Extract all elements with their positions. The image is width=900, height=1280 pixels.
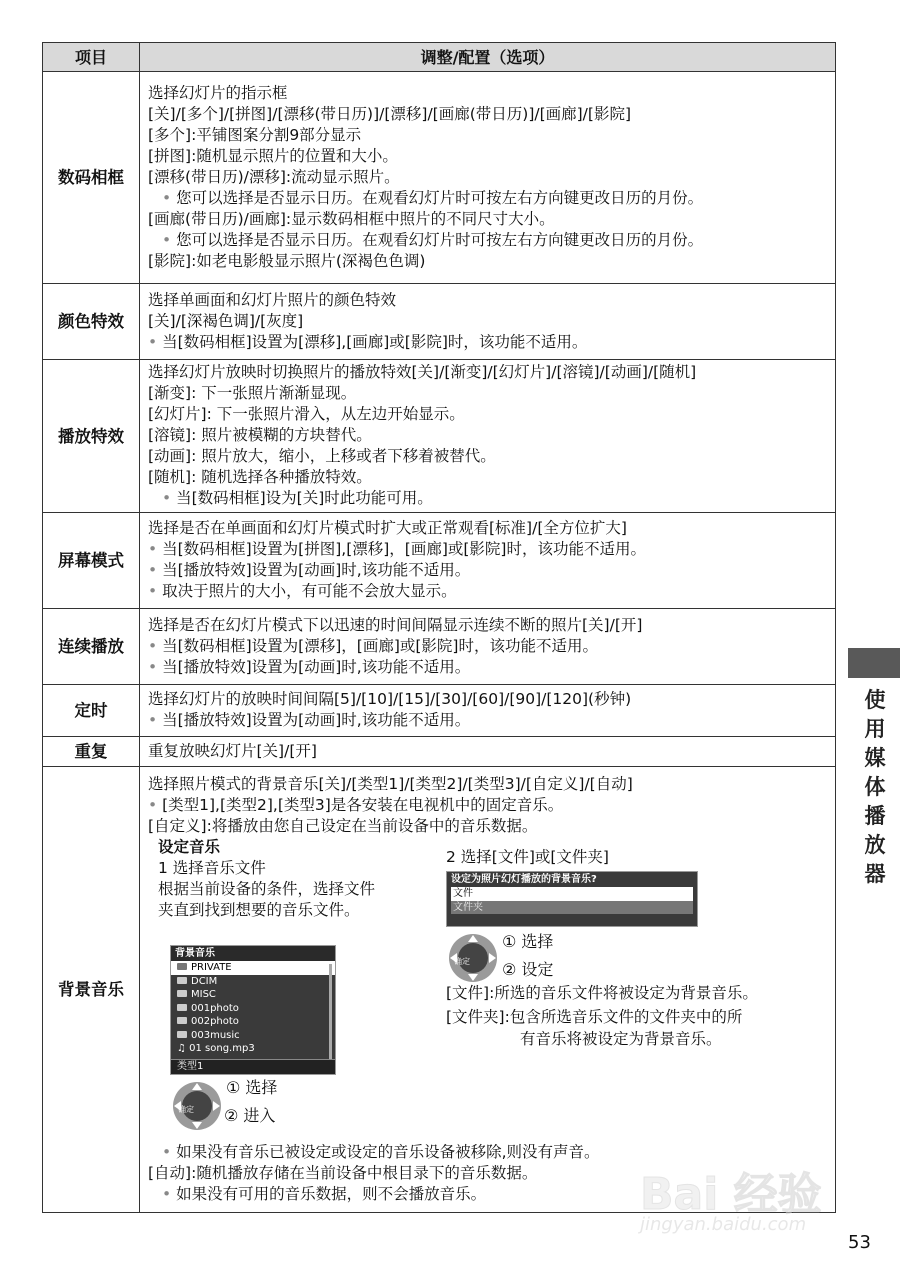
browser-item[interactable]	[171, 975, 335, 989]
browser-item-label: PRIVATE	[191, 962, 232, 973]
step-set-label: ② 设定	[502, 959, 554, 979]
text-line: [画廊(带日历)/画廊]:显示数码相框中照片的不同尺寸大小。	[148, 209, 555, 228]
step-select-label: ① 选择	[226, 1077, 278, 1097]
page-number: 53	[848, 1232, 871, 1253]
text-line: 选择单画面和幻灯片照片的颜色特效	[148, 290, 397, 309]
watermark-url: jingyan.baidu.com	[640, 1214, 807, 1235]
bullet-note: • 当[数码相框]设为[关]时此功能可用。	[148, 488, 829, 509]
step-enter-label: ② 进入	[224, 1105, 276, 1125]
row-desc-burst	[140, 609, 836, 685]
watermark-logo	[640, 1140, 850, 1250]
bullet-note: • 当[播放特效]设置为[动画]时,该功能不适用。	[148, 710, 829, 731]
row-desc-screen	[140, 513, 836, 609]
row-desc-timer	[140, 685, 836, 737]
browser-item-label: 001photo	[191, 1002, 239, 1014]
table-row	[43, 737, 836, 767]
watermark-main: Bai 经验	[640, 1169, 822, 1220]
text-line: 重复放映幻灯片[关]/[开]	[148, 741, 317, 760]
table-row	[43, 685, 836, 737]
folder-icon	[177, 1017, 187, 1024]
section-side-tab	[848, 648, 900, 898]
row-name-screen: 屏幕模式	[43, 513, 140, 609]
row-desc-frame	[140, 72, 836, 284]
step2-column	[446, 847, 836, 1048]
bullet-note: • 当[播放特效]设置为[动画]时,该功能不适用。	[148, 657, 829, 678]
bullet-note: • 您可以选择是否显示日历。在观看幻灯片时可按左右方向键更改日历的月份。	[148, 188, 829, 209]
music-file-browser	[170, 945, 336, 1075]
row-name-repeat: 重复	[43, 737, 140, 767]
browser-item-label: 003music	[191, 1029, 240, 1041]
row-name-transition: 播放特效	[43, 360, 140, 513]
browser-item-label: MISC	[191, 989, 216, 1000]
browser-scrollbar[interactable]	[329, 964, 332, 1060]
text-line: [动画]: 照片放大，缩小，上移或者下移着被替代。	[148, 447, 496, 465]
setup-title: 设定音乐	[158, 837, 221, 856]
browser-item-label: ♫ 01 song.mp3	[177, 1043, 255, 1054]
text-line: 选择幻灯片放映时切换照片的播放特效[关]/[渐变]/[幻灯片]/[溶镜]/[动画]/[随机]	[148, 363, 697, 381]
table-row	[43, 360, 836, 513]
text-line: 选择幻灯片的放映时间间隔[5]/[10]/[15]/[30]/[60]/[90]/[120](秒钟)	[148, 690, 632, 708]
browser-item[interactable]	[171, 1015, 335, 1029]
table-row	[43, 609, 836, 685]
bullet-note: • 取决于照片的大小，有可能不会放大显示。	[148, 581, 829, 602]
text-line: [自动]:随机播放存储在当前设备中根目录下的音乐数据。	[148, 1163, 538, 1182]
text-line: 选择幻灯片的指示框	[148, 83, 288, 102]
bullet-note: • 当[数码相框]设置为[漂移]，[画廊]或[影院]时，该功能不适用。	[148, 636, 829, 657]
text-line: 选择是否在幻灯片模式下以迅速的时间间隔显示连续不断的照片[关]/[开]	[148, 615, 643, 634]
music-set-dialog	[446, 871, 698, 927]
text-line: [随机]: 随机选择各种播放特效。	[148, 468, 372, 486]
side-tab-char: 器	[864, 862, 886, 886]
folder-note-cont: 有音乐将被设定为背景音乐。	[520, 1029, 722, 1048]
browser-item[interactable]	[171, 988, 335, 1002]
header-item: 项目	[43, 43, 140, 72]
settings-table	[42, 42, 836, 1213]
bullet-note: • 您可以选择是否显示日历。在观看幻灯片时可按左右方向键更改日历的月份。	[148, 230, 829, 251]
table-row	[43, 284, 836, 360]
side-tab-char: 用	[864, 717, 886, 741]
table-row	[43, 72, 836, 284]
text-line: [多个]:平铺图案分割9部分显示	[148, 125, 362, 144]
dialog-option-file[interactable]: 文件	[451, 887, 693, 901]
folder-icon	[177, 1031, 187, 1038]
music-setup-section	[148, 837, 829, 1142]
browser-item-label: DCIM	[191, 975, 218, 987]
text-line: [自定义]:将播放由您自己设定在当前设备中的音乐数据。	[148, 816, 538, 835]
dialog-title: 设定为照片幻灯播放的背景音乐?	[451, 873, 597, 885]
browser-item[interactable]	[171, 1002, 335, 1016]
text-line: [漂移(带日历)/漂移]:流动显示照片。	[148, 167, 400, 186]
browser-title: 背景音乐	[171, 946, 335, 962]
step2-title: 2 选择[文件]或[文件夹]	[446, 847, 609, 866]
table-row	[43, 513, 836, 609]
row-name-color: 颜色特效	[43, 284, 140, 360]
row-name-burst: 连续播放	[43, 609, 140, 685]
folder-icon	[177, 977, 187, 984]
text-line: [影院]:如老电影般显示照片(深褐色色调)	[148, 251, 426, 270]
text-line: [溶镜]: 照片被模糊的方块替代。	[148, 426, 372, 444]
side-tab-char: 播	[864, 804, 886, 828]
bullet-note: • 当[数码相框]设置为[漂移],[画廊]或[影院]时，该功能不适用。	[148, 332, 829, 353]
text-line: [幻灯片]: 下一张照片滑入，从左边开始显示。	[148, 405, 465, 423]
folder-icon	[177, 1004, 187, 1011]
table-header-row	[43, 43, 836, 72]
text-line: [渐变]: 下一张照片渐渐显现。	[148, 384, 357, 402]
step1-text: 根据当前设备的条件，选择文件	[158, 879, 376, 898]
browser-item-label: 002photo	[191, 1016, 239, 1027]
side-tab-char: 体	[864, 775, 886, 799]
text-line: [拼图]:随机显示照片的位置和大小。	[148, 146, 398, 165]
text-line: 选择照片模式的背景音乐[关]/[类型1]/[类型2]/[类型3]/[自定义]/[自动]	[148, 774, 633, 793]
row-desc-repeat	[140, 737, 836, 767]
side-tab-char: 媒	[864, 746, 886, 770]
browser-footer: 类型1	[171, 1059, 335, 1074]
step1-text: 夹直到找到想要的音乐文件。	[158, 900, 360, 919]
bullet-note: • 当[播放特效]设置为[动画]时,该功能不适用。	[148, 560, 829, 581]
folder-note: [文件夹]:包含所选音乐文件的文件夹中的所	[446, 1007, 743, 1026]
row-desc-transition	[140, 360, 836, 513]
side-tab-bar	[848, 648, 900, 678]
header-options: 调整/配置（选项）	[140, 43, 836, 72]
text-line: [关]/[深褐色调]/[灰度]	[148, 311, 304, 330]
row-name-music: 背景音乐	[43, 767, 140, 1213]
dialog-option-folder[interactable]: 文件夹	[451, 901, 693, 915]
browser-item[interactable]	[171, 1042, 335, 1056]
remote-ok-label: 确定	[178, 1104, 194, 1114]
bullet-note: • 如果没有可用的音乐数据，则不会播放音乐。	[148, 1184, 829, 1205]
text-line: 选择是否在单画面和幻灯片模式时扩大或正常观看[标准]/[全方位扩大]	[148, 519, 627, 537]
text-line: [关]/[多个]/[拼图]/[漂移(带日历)]/[漂移]/[画廊(带日历)]/[画廊]/[影院]	[148, 104, 631, 123]
bullet-note: • 如果没有音乐已被设定或设定的音乐设备被移除,则没有声音。	[148, 1142, 829, 1163]
remote-ok-label: 确定	[454, 956, 470, 966]
side-tab-char: 使	[864, 688, 886, 712]
step-select-label: ① 选择	[502, 931, 554, 951]
bullet-note: • [类型1],[类型2],[类型3]是各安装在电视机中的固定音乐。	[148, 795, 829, 816]
step1-title: 1 选择音乐文件	[158, 858, 266, 877]
folder-icon	[177, 990, 187, 997]
side-tab-char: 放	[864, 833, 886, 857]
row-name-frame: 数码相框	[43, 72, 140, 284]
file-note: [文件]:所选的音乐文件将被设定为背景音乐。	[446, 983, 758, 1002]
side-tab-text	[848, 686, 900, 889]
step1-column	[158, 837, 448, 1125]
bullet-note: • 当[数码相框]设置为[拼图],[漂移]，[画廊]或[影院]时，该功能不适用。	[148, 539, 829, 560]
browser-item[interactable]	[171, 961, 335, 975]
row-desc-color	[140, 284, 836, 360]
folder-icon	[177, 963, 187, 970]
row-name-timer: 定时	[43, 685, 140, 737]
browser-item[interactable]	[171, 1029, 335, 1043]
